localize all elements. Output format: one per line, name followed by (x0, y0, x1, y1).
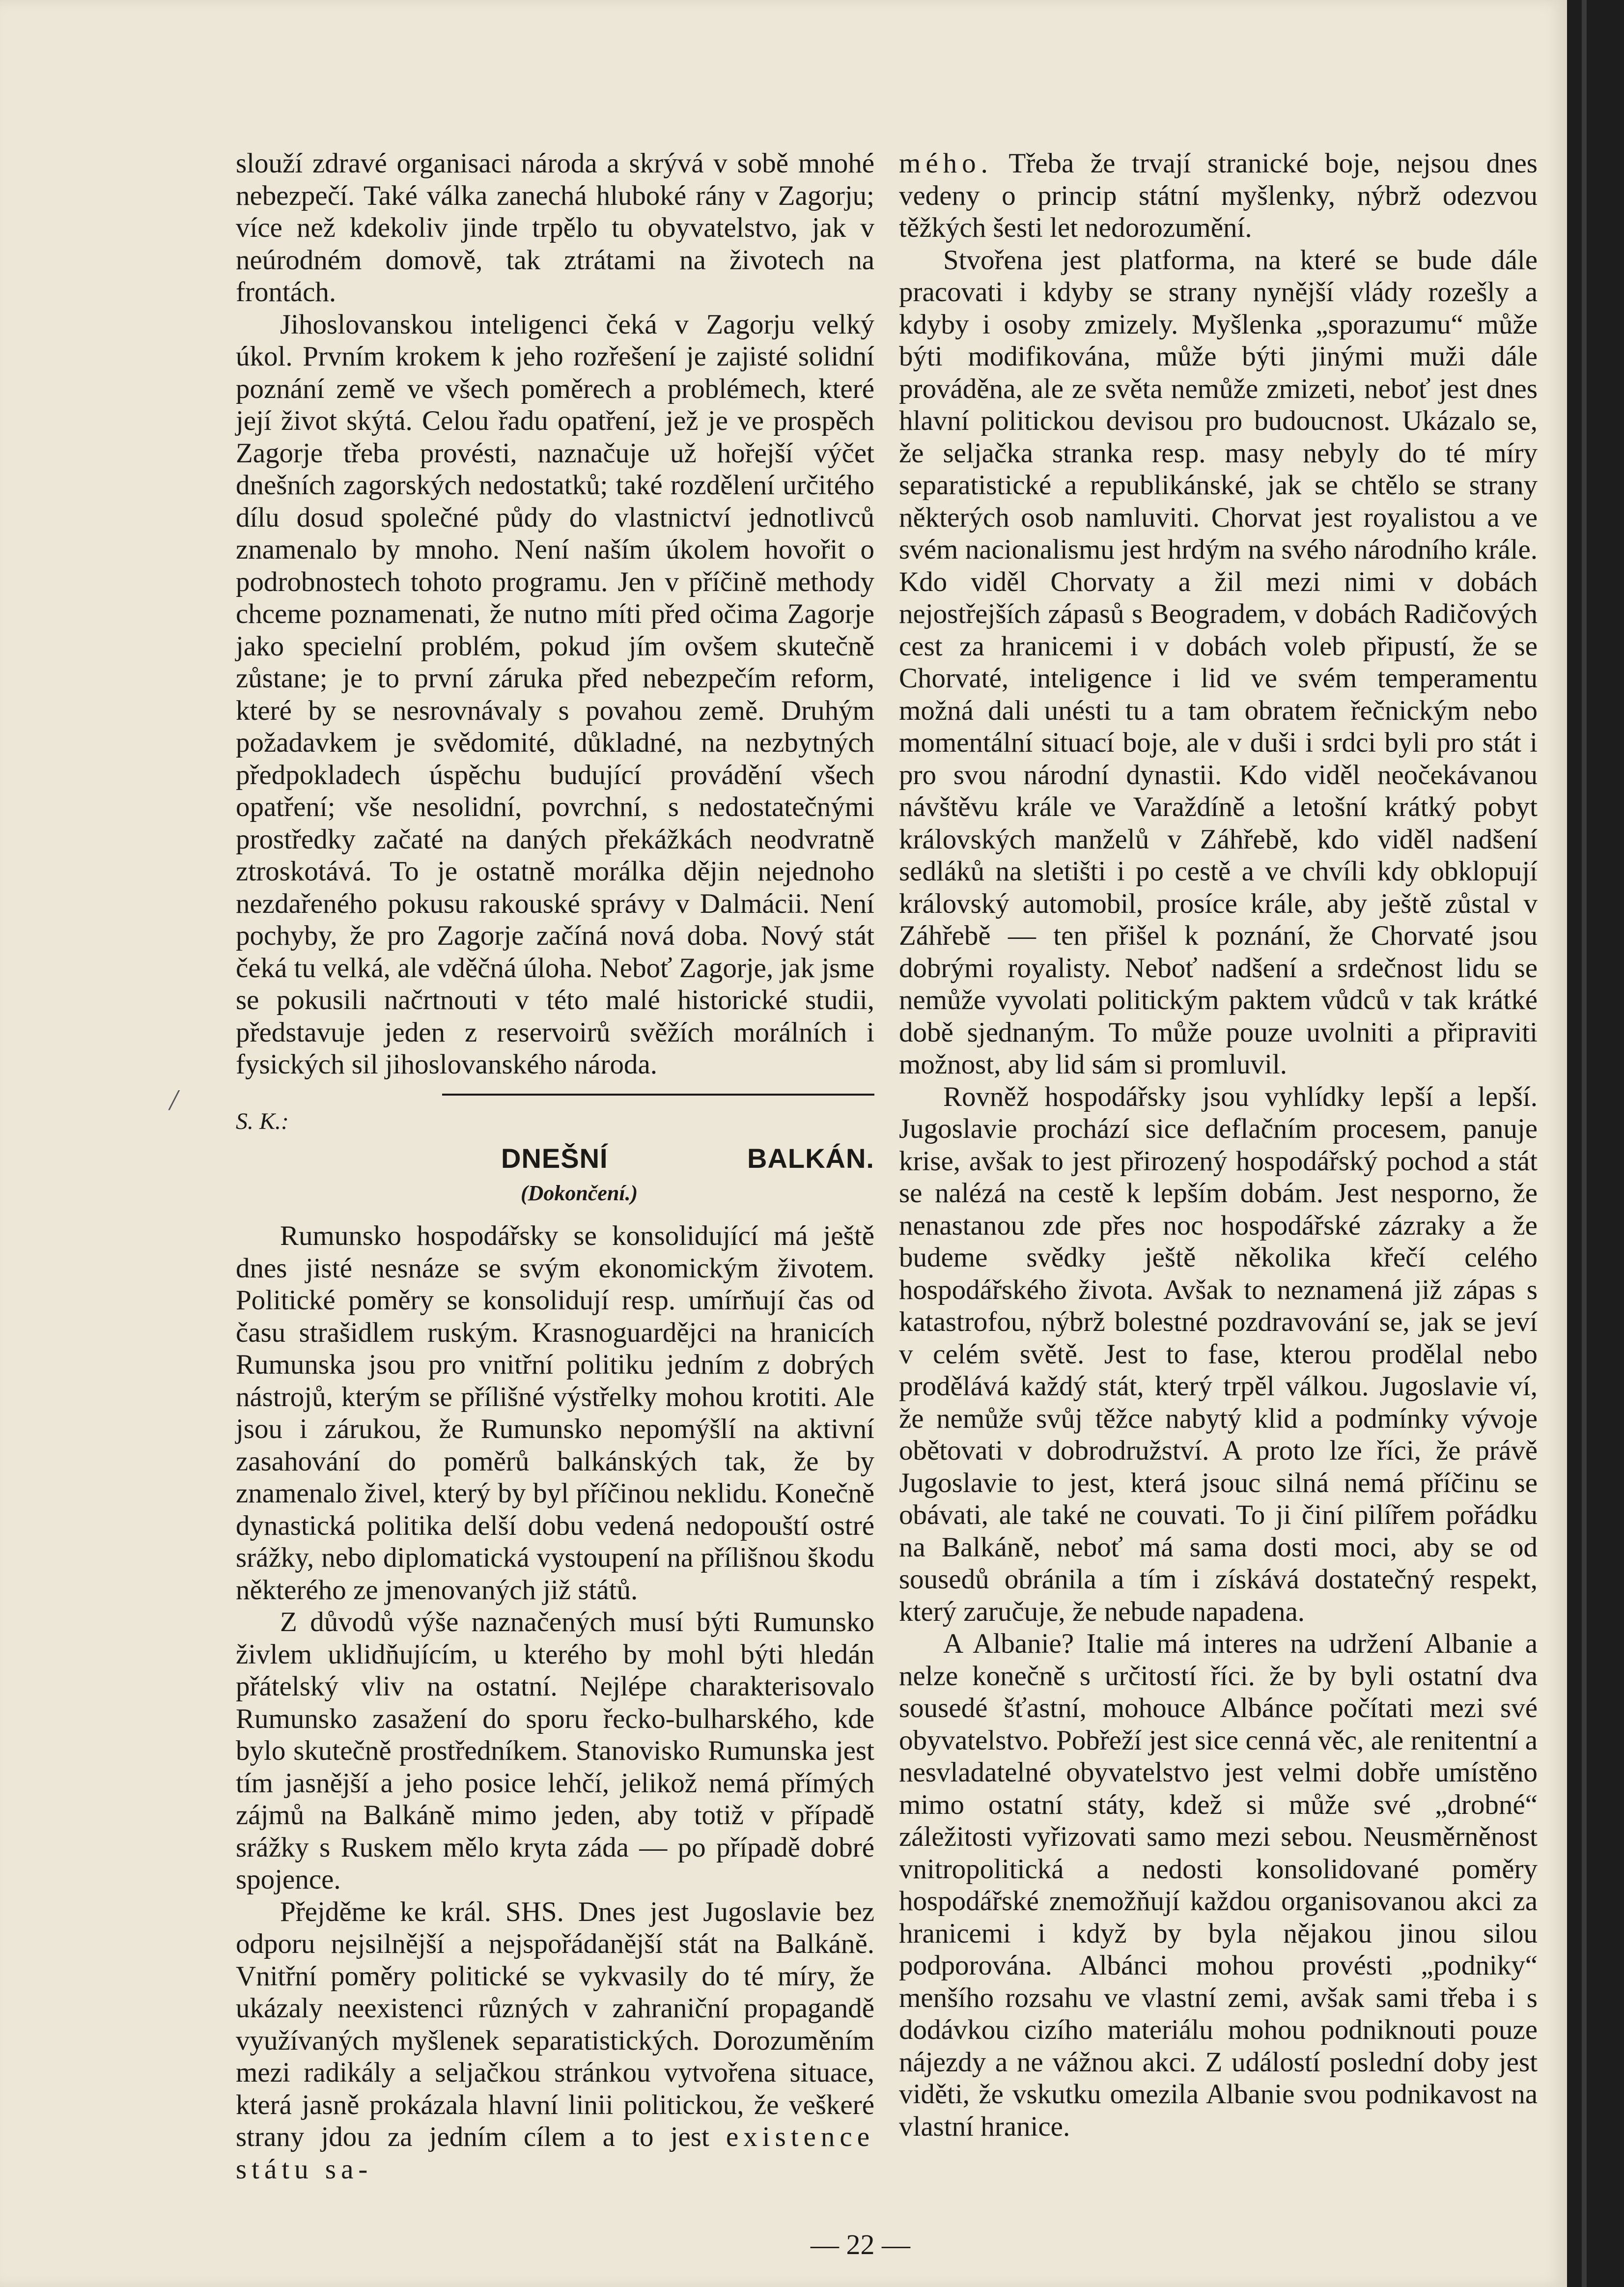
paragraph-text: Přejděme ke král. SHS. Dnes jest Jugoslavie bez odporu nejsilnější a nejspořádanější stát na Balkáně. Vnitřní poměry politické se vykvasily do té míry, že ukázaly neexistenci různých v zahraniční propagandě využívaných myšlenek separatistických. Dorozuměním mezi radikály a seljačkou stránkou vytvořena situace, která jasně prokázala hlavní linii politickou, že veškeré strany jdou za jedním cílem a to jest (236, 1896, 874, 2152)
paragraph: Rovněž hospodářsky jsou vyhlídky lepší a lepší. Jugoslavie prochází sice deflačním procesem, panuje krise, avšak to jest přirozený hospodářský pochod a stát se nalézá na cestě k lepším dobám. Jest nesporno, že nenastanou zde přes noc hospodářské zázraky a že budeme svědky ještě několika křečí celého hospodářského života. Avšak to neznamená již zápas s katastrofou, nýbrž bolestné pozdravování se, jak se jeví v celém světě. Jest to fase, kterou prodělal nebo prodělává každý stát, který trpěl válkou. Jugoslavie ví, že nemůže svůj těžce nabytý klid a podmínky vývoje obětovati v dobrodružství. A proto lze říci, že právě Jugoslavie to jest, která jsouc silná nemá příčinu se obávati, ale také ne couvati. To ji činí pilířem pořádku na Balkáně, neboť má sama dosti moci, aby se od sousedů obránila a tím i získává dostatečný respekt, který zaručuje, že nebude napadena. (899, 1081, 1538, 1627)
paragraph: Stvořena jest platforma, na které se bude dále pracovati i kdyby se strany nynější vlády rozešly a kdyby i osoby zmizely. Myšlenka „sporazumu“ může býti modifikována, může býti jinými muži dále prováděna, ale ze světa nemůže zmizeti, neboť jest dnes hlavní politickou devisou pro budoucnost. Ukázalo se, že seljačka stranka resp. masy nebyly do té míry separatistické a republikánské, jak se chtělo se strany některých osob namluviti. Chorvat jest royalistou a ve svém nacionalismu jest hrdým na svého národního krále. Kdo viděl Chorvaty a žil mezi nimi v dobách nejostřejších zápasů s Beogradem, v dobách Radičových cest za hranicemi i v dobách voleb připustí, že se Chorvaté, inteligence i lid ve svém temperamentu možná dali unésti tu a tam obratem řečnickým nebo momentální situací boje, ale v duši i srdci byli pro stát i pro svou národní dynastii. Kdo viděl neočekávanou návštěvu krále ve Varaždíně a letošní krátký pobyt královských manželů v Záhřebě, kdo viděl nadšení sedláků na sletišti i po cestě a ve chvíli kdy obklopují královský automobil, prosíce krále, aby ještě zůstal v Záhřebě — ten přišel k poznání, že Chorvaté jsou dobrými royalisty. Neboť nadšení a srdečnost lidu se nemůže vyvolati politickým paktem vůdců v tak krátké době sjednaným. To může pouze uvolniti a připraviti možnost, aby lid sám si promluvil. (899, 244, 1538, 1080)
left-column (236, 147, 874, 2185)
author-initials: S. K.: (236, 1108, 289, 1134)
binding-edge (1567, 0, 1624, 2287)
section-divider (442, 1094, 874, 1096)
heading-title: DNEŠNÍ BALKÁN. (501, 1143, 874, 1174)
paragraph-text: Třeba že trvají stranické boje, nejsou dnes vedeny o princip státní myšlenky, nýbrž odezvou těžkých šesti let nedorozumění. (899, 148, 1538, 243)
margin-mark: / (169, 1084, 178, 1116)
spaced-emphasis: existence státu sa- (236, 2121, 874, 2185)
paragraph (899, 147, 1538, 244)
page-number: — 22 — (811, 2229, 910, 2260)
paragraph (236, 1896, 874, 2186)
paragraph: Jihoslovanskou inteligenci čeká v Zagorju velký úkol. Prvním krokem k jeho rozřešení je zajisté solidní poznání země ve všech poměrech a problémech, které její život skýtá. Celou řadu opatření, jež je ve prospěch Zagorje třeba provésti, naznačuje už hořejší výčet dnešních zagorských nedostatků; také rozdělení určitého dílu dosud společné půdy do vlastnictví jednotlivců znamenalo by mnoho. Není naším úkolem hovořit o podrobnostech tohoto programu. Jen v příčině methody chceme poznamenati, že nutno míti před očima Zagorje jako specielní problém, pokud jím ovšem skutečně zůstane; je to první záruka před nebezpečím reform, které by se nesrovnávaly s povahou země. Druhým požadavkem je svědomité, důkladné, na nezbytných předpokladech úspěchu budující provádění všech opatření; vše nesolidní, povrchní, s nedostatečnými prostředky začaté na daných překážkách neodvratně ztroskotává. To je ostatně morálka dějin nejednoho nezdařeného pokusu rakouské správy v Dalmácii. Není pochyby, že pro Zagorje začíná nová doba. Nový stát čeká tu velká, ale vděčná úloha. Neboť Zagorje, jak jsme se pokusili načrtnouti v této malé historické studii, představuje jeden z reservoirů svěžích morálních i fysických sil jihoslovanského národa. (236, 309, 874, 1080)
paragraph: slouží zdravé organisaci národa a skrývá v sobě mnohé nebezpečí. Také válka zanechá hluboké rány v Zagorju; více než kdekoliv jinde trpělo tu obyvatelstvo, jak v neúrodném domově, tak ztrátami na životech na frontách. (236, 148, 874, 308)
paragraph: Z důvodů výše naznačených musí býti Rumunsko živlem uklidňujícím, u kterého by mohl býti hledán přátelský vliv na ostatní. Nejlépe charakterisovalo Rumunsko zasažení do sporu řecko-bulharského, kde bylo skutečně prostředníkem. Stanovisko Rumunska jest tím jasnější a jeho posice lehčí, jelikož nemá přímých zájmů na Balkáně mimo jeden, aby totiž v případě srážky s Ruskem mělo kryta záda — po případě dobré spojence. (236, 1607, 874, 1895)
spaced-emphasis: mého. (899, 148, 993, 179)
article-heading (501, 1142, 874, 1209)
paragraph: A Albanie? Italie má interes na udržení Albanie a nelze konečně s určitostí říci. že by byli ostatní dva sousedé šťastní, mohouce Albánce počítati mezi své obyvatelstvo. Pobřeží jest sice cenná věc, ale renitentní a nesvladatelné obyvatelstvo jest velmi dobře umístěno mimo ostatní státy, kdež si může své „drobné“ záležitosti vyřizovati samo mezi sebou. Neusměrněnost vnitropolitická a nedosti konsolidované poměry hospodářské znemožňují každou organisovanou akci za hranicemi i když by byla nějakou jinou silou podporována. Albánci mohou provésti „podniky“ menšího rozsahu ve vlastní zemi, avšak sami třeba i s dodávkou cizího materiálu mohou podniknouti pouze nájezdy a ne vážnou akci. Z událostí poslední doby jest viděti, že vskutku omezila Albanie svou podnikavost na vlastní hranice. (899, 1628, 1538, 2142)
paragraph: Rumunsko hospodářsky se konsolidující má ještě dnes jisté nesnáze se svým ekonomickým životem. Politické poměry se konsolidují resp. umírňují čas od času strašidlem ruským. Krasnoguardějci na hranicích Rumunska jsou pro vnitřní politiku jedním z dobrých nástrojů, kterým se přílišné výstřelky mohou krotiti. Ale jsou i zárukou, že Rumunsko nepomýšlí na aktivní zasahování do poměrů balkánských tak, že by znamenalo živel, který by byl příčinou neklidu. Konečně dynastická politika delší dobu vedená nedopouští ostré srážky, nebo diplomatická vystoupení na přílišnou škodu některého ze jmenovaných již států. (236, 1220, 874, 1606)
heading-note: (Dokončení.) (521, 1181, 638, 1205)
right-column (899, 147, 1538, 2143)
